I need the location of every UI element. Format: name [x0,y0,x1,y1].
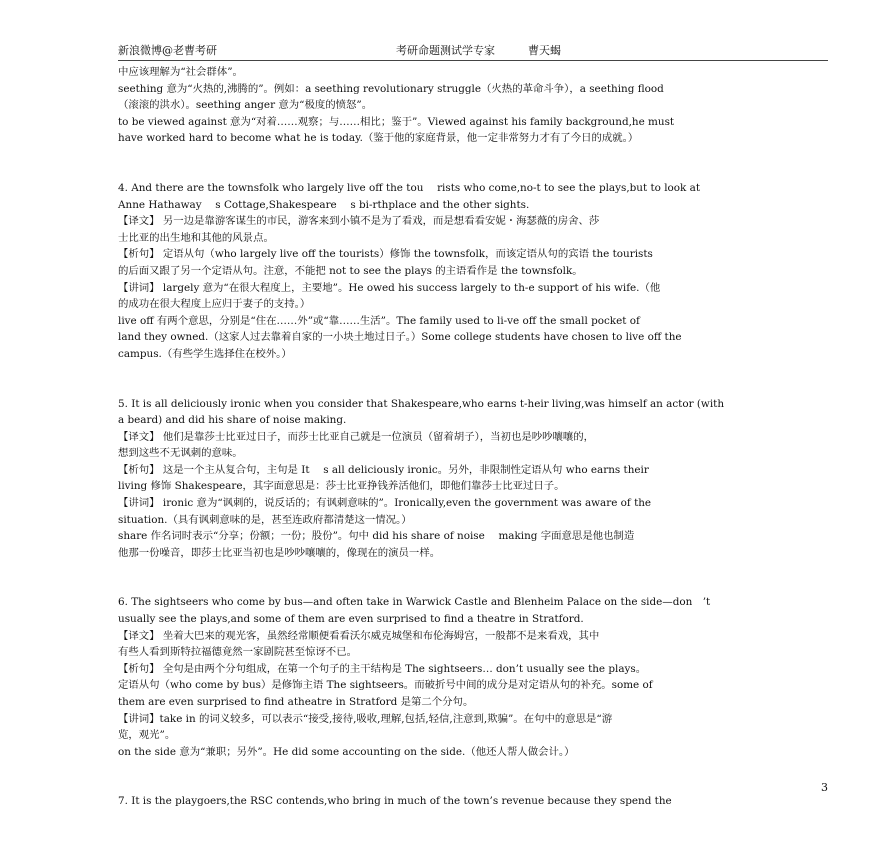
text-line: 【析句】 全句是由两个分句组成，在第一个句子的主干结构是 The sightseers… don’t usually see the plays。 [118,662,647,675]
text-line: them are even surprised to find atheatre in Stratford 是第二个分句。 [118,696,474,708]
text-line: （滚滚的洪水）。seething anger 意为“极度的愤怒”。 [118,99,373,112]
text-line: a beard) and did his share of noise making. [118,414,347,427]
text-line: 4. And there are the townsfolk who largely live off the tou rists who come,no-t to see the plays,but to look at [118,181,700,194]
text-line: 有些人看到斯特拉福德竟然一家剧院甚至惊讶不已。 [118,646,357,659]
text-line: usually see the plays,and some of them are even surprised to find a theatre in Stratford. [118,613,584,626]
text-line: 【译文】 另一边是靠游客谋生的市民，游客来到小镇不是为了看戏，而是想看看安妮・海瑟薇的房舍、莎 [118,215,600,228]
paragraph-gap [118,561,830,594]
header-left-text: 新浪微博@老曹考研 [118,44,217,57]
text-line: 7. It is the playgoers,the RSC contends,who bring in much of the town’s revenue because they spend the [118,795,672,808]
text-line: have worked hard to become what he is today.（鉴于他的家庭背景，他一定非常努力才有了今日的成就。） [118,132,639,145]
text-line: on the side 意为“兼职；另外”。He did some accounting on the side.（他还人帮人做会计。） [118,745,575,758]
text-line: 的成功在很大程度上应归于妻子的支持。） [118,298,311,311]
page-header [118,40,828,61]
text-line: 定语从句（who come by bus）是修饰主语 The sightseers。而破折号中间的成分是对定语从句的补充。some of [118,679,653,692]
document-body [118,64,830,810]
text-line: 5. It is all deliciously ironic when you consider that Shakespeare,who earns t-heir living,was himself an actor (with [118,397,725,410]
text-line: 【析句】 这是一个主从复合句，主句是 It s all deliciously ironic。另外，非限制性定语从句 who earns their [118,463,649,476]
text-line: seething 意为“火热的,沸腾的”。例如：a seething revolutionary struggle（火热的革命斗争），a seething flood [118,82,664,95]
text-line: 【析句】 定语从句（who largely live off the tourists）修饰 the townsfolk，而该定语从句的宾语 the tourists [118,248,653,261]
text-line: share 作名词时表示“分享；份额；一份；股份”。句中 did his share of noise making 字面意思是他也制造 [118,530,635,543]
text-line: 【讲词】 ironic 意为“讽刺的，说反话的；有讽刺意味的”。Ironically,even the government was aware of the [118,497,652,510]
text-line: land they owned.（这家人过去靠着自家的一小块土地过日子。）Some college students have chosen to live off the [118,331,682,344]
page-number: 3 [821,781,828,794]
text-line: 的后面又跟了另一个定语从句。注意，不能把 not to see the plays 的主语看作是 the townsfolk。 [118,264,583,277]
text-line: situation.（具有讽刺意味的是，甚至连政府都清楚这一情况。） [118,513,412,526]
paragraph-gap [118,147,830,180]
text-line: 【讲词】take in 的词义较多，可以表示“接受,接待,吸收,理解,包括,轻信,注意到,欺骗”。在句中的意思是“游 [118,712,613,725]
text-line: 览，观光”。 [118,729,176,742]
text-line: 6. The sightseers who come by bus—and often take in Warwick Castle and Blenheim Palace on the side—don ’t [118,596,711,609]
text-line: 想到这些不无讽刺的意味。 [118,447,243,460]
header-right-text: 曹天蝎 [528,44,561,57]
text-line: 【译文】 他们是靠莎士比亚过日子，而莎士比亚自己就是一位演员（留着胡子），当初也是吵吵嚷嚷的， [118,430,595,443]
paragraph-gap [118,760,830,793]
text-line: live off 有两个意思，分别是“住在……外”或“靠……生活”。The family used to li-ve off the small pocket of [118,314,640,327]
header-center-text: 考研命题测试学专家 [396,44,495,57]
text-line: 【译文】 坐着大巴来的观光客，虽然经常顺便看看沃尔威克城堡和布伦海姆宫，一般都不是来看戏，其中 [118,629,600,642]
text-line: 【讲词】 largely 意为“在很大程度上，主要地”。He owed his success largely to th-e support of his wife.（他 [118,281,661,294]
text-line: 士比亚的出生地和其他的风景点。 [118,231,274,244]
text-line: Anne Hathaway s Cottage,Shakespeare s bi-rthplace and the other sights. [118,198,530,211]
text-line: living 修饰 Shakespeare，其字面意思是：莎士比亚挣钱养活他们，即他们靠莎士比亚过日子。 [118,480,565,493]
text-line: 他那一份噪音，即莎士比亚当初也是吵吵嚷嚷的，像现在的演员一样。 [118,546,441,559]
text-line: to be viewed against 意为“对着……观察；与……相比；鉴于”。Viewed against his family background,he must [118,115,675,128]
paragraph-gap [118,363,830,396]
text-line: 中应该理解为“社会群体”。 [118,66,243,78]
text-line: campus.（有些学生选择住在校外。） [118,347,292,360]
